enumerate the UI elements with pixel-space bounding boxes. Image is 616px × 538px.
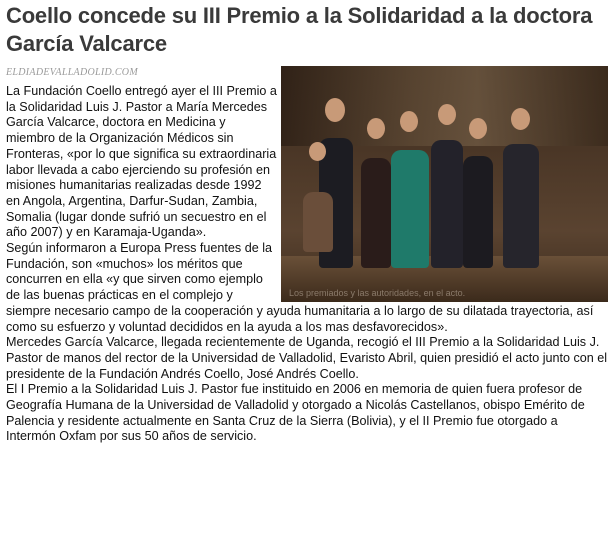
paragraph: El I Premio a la Solidaridad Luis J. Pastor fue instituido en 2006 en memoria de quien fuera profesor de Geografía Humana de la Universidad de Valladolid y otorgado a Nicolás Castellanos, obispo Emérito de Palencia y residente actualmente en Santa Cruz de la Sierra (Bolivia), y el II Premio fue otorgado a Intermón Oxfam por sus 50 años de servicio. xyxy=(6,382,585,444)
paragraph: Mercedes García Valcarce, llegada recientemente de Uganda, recogió el III Premio a la Solidaridad Luis J. Pastor de manos del rector de la Universidad de Valladolid, Evaristo Abril, quien presidió el acto junto con el presidente de la Fundación Andrés Coello, José Andrés Coello. xyxy=(6,335,608,381)
photo-caption: Los premiados y las autoridades, en el acto. xyxy=(289,288,466,298)
photo-float-spacer xyxy=(278,84,608,302)
article-body xyxy=(6,84,608,445)
paragraph: Según informaron a Europa Press fuentes de la Fundación, son «muchos» los méritos que concurren en ella «y que sirven como ejemplo de las buenas prácticas en el complejo y siempre necesario campo de la cooperación y ayuda humanitaria a lo largo de su dilatada trayectoria, así como su esfuerzo y voluntad decididos en la ayuda a los mas desfavorecidos». xyxy=(6,241,594,334)
source-label: ELDIADEVALLADOLID.COM xyxy=(6,67,138,78)
paragraph: La Fundación Coello entregó ayer el III Premio a la Solidaridad Luis J. Pastor a María Mercedes García Valcarce, doctora en Medicina y miembro de la Organización Médicos sin Fronteras, «por lo que significa su extraordinaria labor llevada a cabo ejerciendo su profesión en misiones humanitarias realizadas desde 1992 en Angola, Argentina, Darfur-Sudan, Zambia, Somalia (lugar donde sufrió un secuestro en el año 2007) y en Karamaja-Uganda». xyxy=(6,84,277,240)
article-headline: Coello concede su III Premio a la Solidaridad a la doctora García Valcarce xyxy=(6,3,593,56)
